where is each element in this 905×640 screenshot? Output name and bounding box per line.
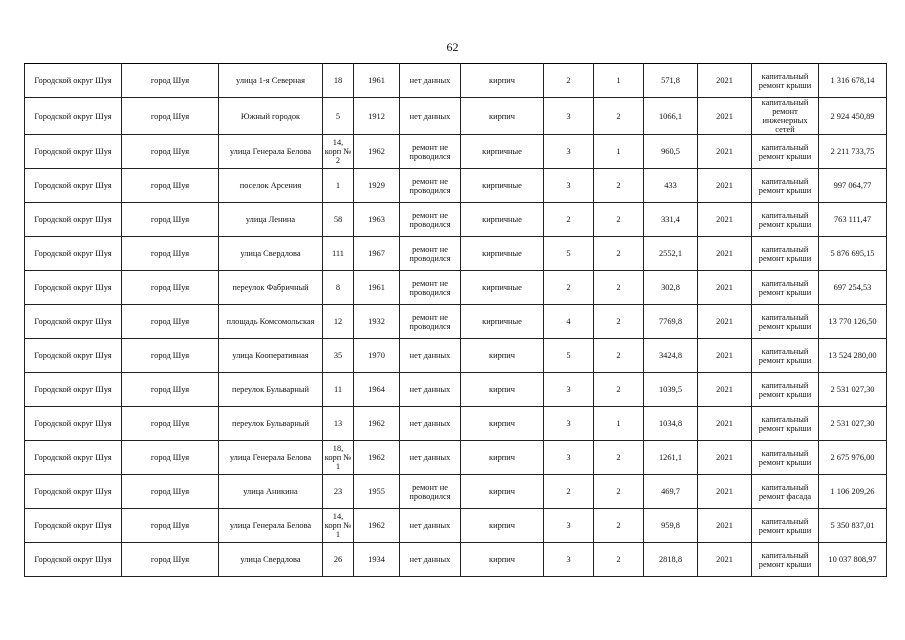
table-row <box>25 407 887 441</box>
cell-entrances: 2 <box>594 475 644 509</box>
cell-house: 58 <box>323 203 354 237</box>
cell-entrances: 2 <box>594 271 644 305</box>
cell-area: 433 <box>644 169 698 203</box>
cell-street: переулок Фабричный <box>219 271 323 305</box>
cell-last-repair: нет данных <box>400 339 461 373</box>
cell-cost: 2 211 733,75 <box>819 135 887 169</box>
cell-last-repair: ремонт не проводился <box>400 135 461 169</box>
cell-floors: 3 <box>544 373 594 407</box>
cell-work-type: капитальный ремонт фасада <box>752 475 819 509</box>
cell-wall-material: кирпич <box>461 441 544 475</box>
table-row <box>25 98 887 135</box>
cell-settlement: город Шуя <box>122 475 219 509</box>
cell-plan-year: 2021 <box>698 64 752 98</box>
cell-plan-year: 2021 <box>698 407 752 441</box>
cell-floors: 3 <box>544 169 594 203</box>
cell-municipality: Городской округ Шуя <box>25 305 122 339</box>
cell-settlement: город Шуя <box>122 98 219 135</box>
cell-municipality: Городской округ Шуя <box>25 135 122 169</box>
cell-house: 14, корп № 1 <box>323 509 354 543</box>
cell-entrances: 1 <box>594 407 644 441</box>
cell-area: 959,8 <box>644 509 698 543</box>
cell-year-built: 1962 <box>354 509 400 543</box>
cell-cost: 13 524 280,00 <box>819 339 887 373</box>
cell-wall-material: кирпичные <box>461 169 544 203</box>
cell-street: поселок Арсения <box>219 169 323 203</box>
cell-house: 13 <box>323 407 354 441</box>
table-row <box>25 441 887 475</box>
cell-plan-year: 2021 <box>698 441 752 475</box>
cell-entrances: 1 <box>594 64 644 98</box>
cell-year-built: 1964 <box>354 373 400 407</box>
cell-floors: 2 <box>544 271 594 305</box>
cell-plan-year: 2021 <box>698 373 752 407</box>
cell-entrances: 2 <box>594 339 644 373</box>
cell-last-repair: ремонт не проводился <box>400 237 461 271</box>
cell-cost: 2 531 027,30 <box>819 373 887 407</box>
cell-cost: 997 064,77 <box>819 169 887 203</box>
cell-settlement: город Шуя <box>122 271 219 305</box>
cell-year-built: 1963 <box>354 203 400 237</box>
cell-work-type: капитальный ремонт крыши <box>752 509 819 543</box>
cell-area: 960,5 <box>644 135 698 169</box>
cell-settlement: город Шуя <box>122 305 219 339</box>
cell-wall-material: кирпич <box>461 373 544 407</box>
cell-municipality: Городской округ Шуя <box>25 237 122 271</box>
cell-entrances: 2 <box>594 305 644 339</box>
cell-cost: 2 924 450,89 <box>819 98 887 135</box>
cell-street: площадь Комсомольская <box>219 305 323 339</box>
cell-cost: 13 770 126,50 <box>819 305 887 339</box>
cell-year-built: 1962 <box>354 135 400 169</box>
cell-entrances: 2 <box>594 237 644 271</box>
cell-entrances: 2 <box>594 169 644 203</box>
cell-settlement: город Шуя <box>122 509 219 543</box>
cell-area: 2552,1 <box>644 237 698 271</box>
cell-area: 7769,8 <box>644 305 698 339</box>
cell-wall-material: кирпичные <box>461 203 544 237</box>
cell-street: переулок Бульварный <box>219 407 323 441</box>
cell-year-built: 1962 <box>354 441 400 475</box>
cell-last-repair: ремонт не проводился <box>400 169 461 203</box>
table-row <box>25 305 887 339</box>
table-row <box>25 475 887 509</box>
cell-cost: 5 350 837,01 <box>819 509 887 543</box>
cell-plan-year: 2021 <box>698 169 752 203</box>
cell-area: 3424,8 <box>644 339 698 373</box>
cell-area: 1261,1 <box>644 441 698 475</box>
cell-entrances: 2 <box>594 509 644 543</box>
cell-plan-year: 2021 <box>698 271 752 305</box>
cell-floors: 3 <box>544 509 594 543</box>
cell-year-built: 1962 <box>354 407 400 441</box>
cell-house: 5 <box>323 98 354 135</box>
cell-year-built: 1934 <box>354 543 400 577</box>
cell-settlement: город Шуя <box>122 407 219 441</box>
cell-street: улица 1-я Северная <box>219 64 323 98</box>
cell-area: 1039,5 <box>644 373 698 407</box>
cell-floors: 2 <box>544 475 594 509</box>
cell-house: 18 <box>323 64 354 98</box>
cell-plan-year: 2021 <box>698 203 752 237</box>
cell-plan-year: 2021 <box>698 509 752 543</box>
cell-work-type: капитальный ремонт крыши <box>752 407 819 441</box>
cell-street: улица Генерала Белова <box>219 509 323 543</box>
cell-municipality: Городской округ Шуя <box>25 339 122 373</box>
cell-last-repair: нет данных <box>400 407 461 441</box>
cell-wall-material: кирпич <box>461 98 544 135</box>
cell-entrances: 2 <box>594 543 644 577</box>
cell-street: улица Свердлова <box>219 237 323 271</box>
cell-plan-year: 2021 <box>698 305 752 339</box>
cell-last-repair: нет данных <box>400 64 461 98</box>
cell-work-type: капитальный ремонт инженерных сетей <box>752 98 819 135</box>
cell-work-type: капитальный ремонт крыши <box>752 271 819 305</box>
cell-cost: 763 111,47 <box>819 203 887 237</box>
cell-house: 12 <box>323 305 354 339</box>
cell-work-type: капитальный ремонт крыши <box>752 64 819 98</box>
cell-floors: 3 <box>544 441 594 475</box>
cell-work-type: капитальный ремонт крыши <box>752 237 819 271</box>
cell-area: 2818,8 <box>644 543 698 577</box>
cell-house: 23 <box>323 475 354 509</box>
cell-wall-material: кирпич <box>461 509 544 543</box>
cell-plan-year: 2021 <box>698 98 752 135</box>
cell-settlement: город Шуя <box>122 169 219 203</box>
cell-settlement: город Шуя <box>122 64 219 98</box>
cell-wall-material: кирпич <box>461 475 544 509</box>
cell-floors: 4 <box>544 305 594 339</box>
cell-cost: 1 106 209,26 <box>819 475 887 509</box>
cell-entrances: 2 <box>594 441 644 475</box>
cell-wall-material: кирпичные <box>461 305 544 339</box>
cell-municipality: Городской округ Шуя <box>25 441 122 475</box>
cell-year-built: 1932 <box>354 305 400 339</box>
cell-wall-material: кирпич <box>461 64 544 98</box>
cell-year-built: 1955 <box>354 475 400 509</box>
cell-work-type: капитальный ремонт крыши <box>752 373 819 407</box>
page-number: 62 <box>446 40 459 54</box>
cell-work-type: капитальный ремонт крыши <box>752 441 819 475</box>
cell-house: 18, корп № 1 <box>323 441 354 475</box>
cell-area: 302,8 <box>644 271 698 305</box>
table-row <box>25 135 887 169</box>
table-row <box>25 203 887 237</box>
cell-floors: 3 <box>544 135 594 169</box>
cell-settlement: город Шуя <box>122 237 219 271</box>
cell-last-repair: ремонт не проводился <box>400 271 461 305</box>
cell-street: Южный городок <box>219 98 323 135</box>
cell-street: переулок Бульварный <box>219 373 323 407</box>
cell-year-built: 1961 <box>354 271 400 305</box>
table-body <box>25 64 887 577</box>
housing-repair-table <box>24 63 887 577</box>
cell-municipality: Городской округ Шуя <box>25 203 122 237</box>
cell-wall-material: кирпичные <box>461 271 544 305</box>
cell-last-repair: нет данных <box>400 509 461 543</box>
cell-entrances: 2 <box>594 373 644 407</box>
cell-last-repair: ремонт не проводился <box>400 305 461 339</box>
table-row <box>25 64 887 98</box>
cell-floors: 2 <box>544 203 594 237</box>
cell-house: 14, корп № 2 <box>323 135 354 169</box>
cell-cost: 5 876 695,15 <box>819 237 887 271</box>
cell-street: улица Свердлова <box>219 543 323 577</box>
cell-municipality: Городской округ Шуя <box>25 509 122 543</box>
cell-settlement: город Шуя <box>122 373 219 407</box>
cell-work-type: капитальный ремонт крыши <box>752 543 819 577</box>
cell-last-repair: ремонт не проводился <box>400 203 461 237</box>
cell-street: улица Кооперативная <box>219 339 323 373</box>
cell-floors: 5 <box>544 237 594 271</box>
cell-street: улица Ленина <box>219 203 323 237</box>
cell-area: 331,4 <box>644 203 698 237</box>
cell-municipality: Городской округ Шуя <box>25 407 122 441</box>
cell-wall-material: кирпич <box>461 543 544 577</box>
cell-cost: 697 254,53 <box>819 271 887 305</box>
cell-year-built: 1929 <box>354 169 400 203</box>
cell-municipality: Городской округ Шуя <box>25 271 122 305</box>
cell-wall-material: кирпич <box>461 339 544 373</box>
cell-last-repair: нет данных <box>400 441 461 475</box>
cell-wall-material: кирпич <box>461 407 544 441</box>
cell-settlement: город Шуя <box>122 441 219 475</box>
cell-work-type: капитальный ремонт крыши <box>752 339 819 373</box>
cell-entrances: 1 <box>594 135 644 169</box>
cell-area: 469,7 <box>644 475 698 509</box>
cell-area: 1066,1 <box>644 98 698 135</box>
cell-area: 571,8 <box>644 64 698 98</box>
cell-work-type: капитальный ремонт крыши <box>752 135 819 169</box>
cell-house: 26 <box>323 543 354 577</box>
cell-municipality: Городской округ Шуя <box>25 543 122 577</box>
table-row <box>25 509 887 543</box>
cell-settlement: город Шуя <box>122 339 219 373</box>
cell-wall-material: кирпичные <box>461 237 544 271</box>
cell-plan-year: 2021 <box>698 339 752 373</box>
cell-plan-year: 2021 <box>698 475 752 509</box>
cell-last-repair: нет данных <box>400 543 461 577</box>
cell-cost: 2 531 027,30 <box>819 407 887 441</box>
cell-street: улица Генерала Белова <box>219 441 323 475</box>
table-row <box>25 373 887 407</box>
cell-street: улица Генерала Белова <box>219 135 323 169</box>
table-row <box>25 237 887 271</box>
cell-settlement: город Шуя <box>122 135 219 169</box>
cell-year-built: 1961 <box>354 64 400 98</box>
cell-work-type: капитальный ремонт крыши <box>752 203 819 237</box>
cell-floors: 3 <box>544 98 594 135</box>
cell-work-type: капитальный ремонт крыши <box>752 305 819 339</box>
cell-settlement: город Шуя <box>122 543 219 577</box>
cell-settlement: город Шуя <box>122 203 219 237</box>
cell-municipality: Городской округ Шуя <box>25 373 122 407</box>
cell-municipality: Городской округ Шуя <box>25 169 122 203</box>
table-row <box>25 169 887 203</box>
cell-house: 11 <box>323 373 354 407</box>
cell-work-type: капитальный ремонт крыши <box>752 169 819 203</box>
cell-floors: 3 <box>544 407 594 441</box>
cell-area: 1034,8 <box>644 407 698 441</box>
cell-cost: 2 675 976,00 <box>819 441 887 475</box>
cell-entrances: 2 <box>594 203 644 237</box>
cell-floors: 3 <box>544 543 594 577</box>
cell-floors: 2 <box>544 64 594 98</box>
cell-house: 35 <box>323 339 354 373</box>
cell-municipality: Городской округ Шуя <box>25 475 122 509</box>
cell-plan-year: 2021 <box>698 135 752 169</box>
cell-plan-year: 2021 <box>698 237 752 271</box>
table-row <box>25 543 887 577</box>
table-row <box>25 271 887 305</box>
cell-last-repair: нет данных <box>400 98 461 135</box>
cell-last-repair: нет данных <box>400 373 461 407</box>
cell-street: улица Аникина <box>219 475 323 509</box>
cell-wall-material: кирпичные <box>461 135 544 169</box>
cell-last-repair: ремонт не проводился <box>400 475 461 509</box>
cell-house: 1 <box>323 169 354 203</box>
cell-year-built: 1912 <box>354 98 400 135</box>
cell-cost: 10 037 808,97 <box>819 543 887 577</box>
cell-house: 8 <box>323 271 354 305</box>
cell-year-built: 1970 <box>354 339 400 373</box>
cell-municipality: Городской округ Шуя <box>25 98 122 135</box>
cell-house: 111 <box>323 237 354 271</box>
cell-plan-year: 2021 <box>698 543 752 577</box>
cell-entrances: 2 <box>594 98 644 135</box>
cell-municipality: Городской округ Шуя <box>25 64 122 98</box>
cell-year-built: 1967 <box>354 237 400 271</box>
cell-floors: 5 <box>544 339 594 373</box>
table-row <box>25 339 887 373</box>
cell-cost: 1 316 678,14 <box>819 64 887 98</box>
